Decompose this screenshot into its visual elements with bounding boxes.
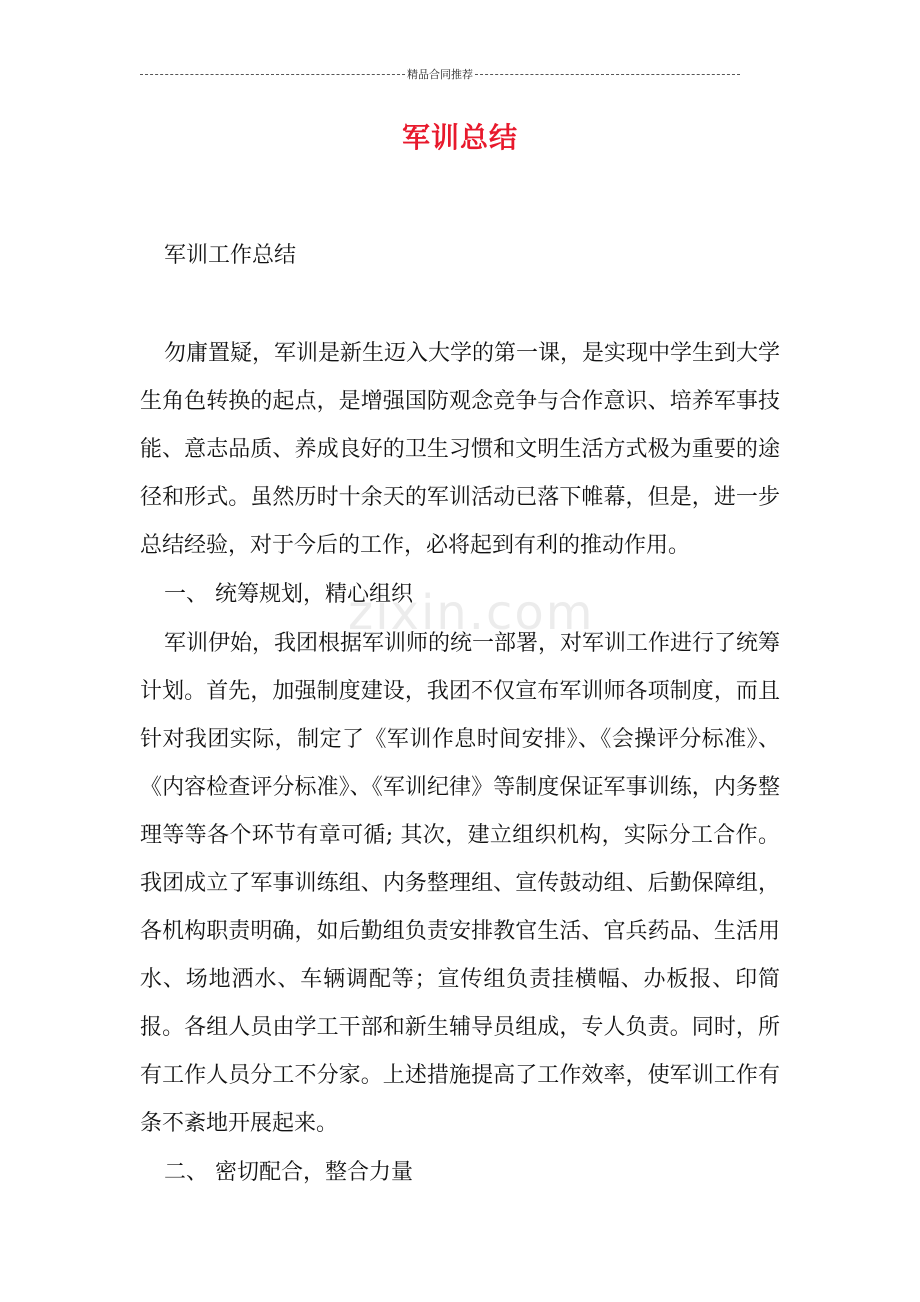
header-label: 精品合同推荐 bbox=[407, 68, 473, 81]
document-subtitle: 军训工作总结 bbox=[164, 243, 297, 268]
document-title: 军训总结 bbox=[401, 121, 518, 154]
page-header bbox=[140, 66, 740, 82]
header-dash-right bbox=[475, 74, 740, 75]
watermark-text: zixin.com bbox=[348, 585, 595, 641]
header-dash-left bbox=[140, 74, 405, 75]
section-1-paragraph: 军训伊始，我团根据军训师的统一部署，对军训工作进行了统筹计划。首先，加强制度建设，我团不仅宣布军训师各项制度，而且针对我团实际，制定了《军训作息时间安排》、《会操评分标准》、《内容检查评分标准》、《军训纪律》等制度保证军事训练，内务整理等等各个环节有章可循; 其次，建立组织机构，实际分工合作。我团成立了军事训练组、内务整理组、宣传鼓动组、后勤保障组，各机构职责明确，如后勤组负责安排教官生活、官兵药品、生活用水、场地洒水、车辆调配等；宣传组负责挂横幅、办板报、印简报。各组人员由学工干部和新生辅导员组成，专人负责。同时，所有工作人员分工不分家。上述措施提高了工作效率，使军训工作有条不紊地开展起来。 bbox=[140, 631, 781, 1136]
section-heading-1: 一、 统筹规划，精心组织 bbox=[164, 582, 413, 607]
intro-paragraph: 勿庸置疑，军训是新生迈入大学的第一课，是实现中学生到大学生角色转换的起点，是增强国防观念竞争与合作意识、培养军事技能、意志品质、养成良好的卫生习惯和文明生活方式极为重要的途径和形式。虽然历时十余天的军训活动已落下帷幕，但是，进一步总结经验，对于今后的工作，必将起到有利的推动作用。 bbox=[140, 341, 781, 558]
section-heading-2: 二、 密切配合，整合力量 bbox=[164, 1160, 413, 1185]
